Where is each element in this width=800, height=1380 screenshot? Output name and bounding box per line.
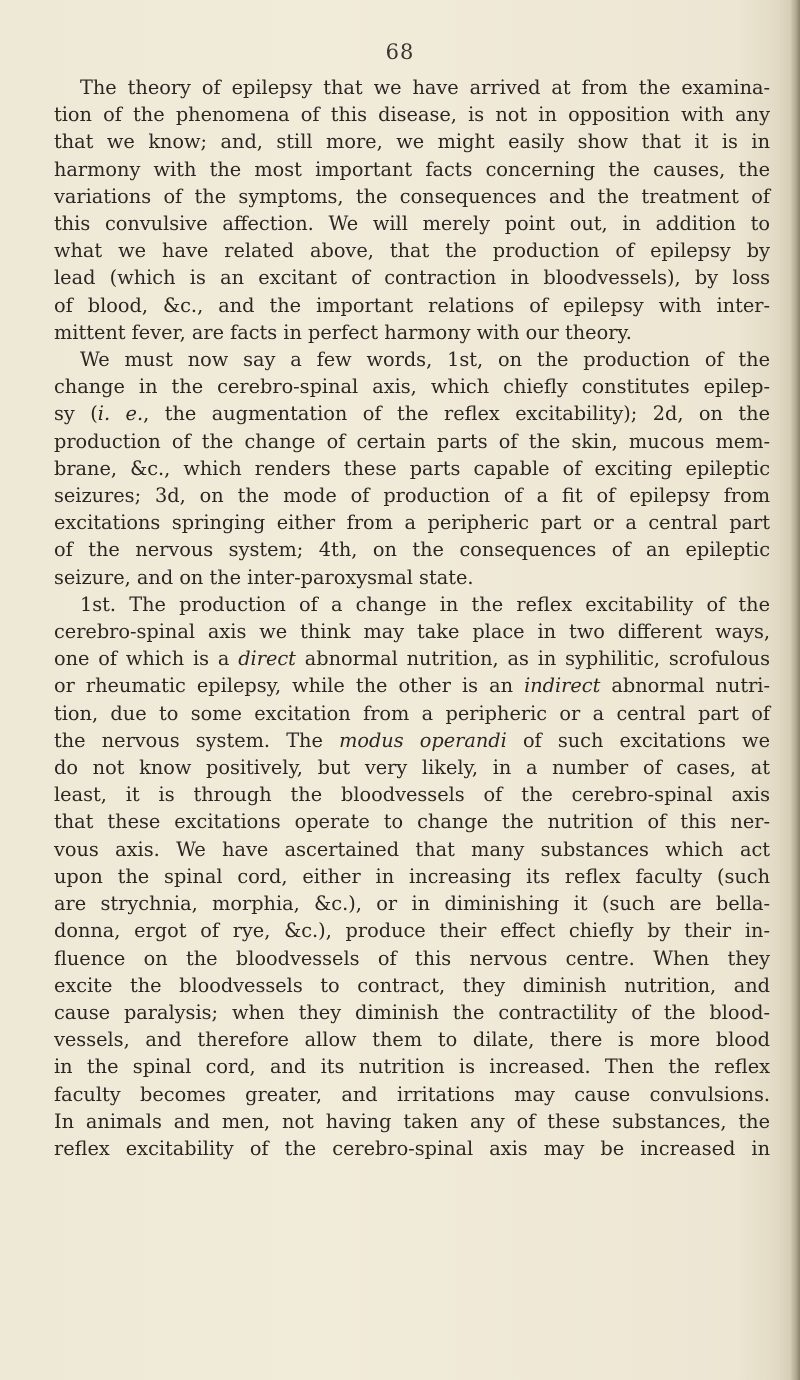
page-edge-shadow (790, 0, 800, 1380)
text-line: that we know; and, still more, we might easily show that it is in (54, 130, 770, 154)
text-line: in the spinal cord, and its nutrition is increased. Then the reflex (54, 1055, 770, 1079)
text-line: 1st. The production of a change in the reflex excitability of the (80, 592, 770, 616)
text-line: of blood, &c., and the important relations of epilepsy with inter- (54, 293, 770, 317)
text-line: upon the spinal cord, either in increasing its reflex faculty (such (54, 864, 770, 888)
text-line: mittent fever, are facts in perfect harmony with our theory. (54, 320, 632, 344)
text-line: the nervous system. The modus operandi of such excitations we (54, 728, 770, 752)
text-line: lead (which is an excitant of contraction in bloodvessels), by loss (54, 266, 770, 290)
text-line: In animals and men, not having taken any of these substances, the (54, 1109, 770, 1133)
text-line: tion of the phenomena of this disease, is not in opposition with any (54, 103, 770, 127)
text-line: excitations springing either from a peripheric part or a central part (54, 511, 770, 535)
text-line: vous axis. We have ascertained that many substances which act (54, 837, 770, 861)
text-line: excite the bloodvessels to contract, they diminish nutrition, and (54, 973, 770, 997)
text-line: what we have related above, that the production of epilepsy by (54, 239, 770, 263)
text-line: seizures; 3d, on the mode of production of a fit of epilepsy from (54, 484, 770, 508)
text-line: brane, &c., which renders these parts capable of exciting epileptic (54, 456, 770, 480)
text-line: donna, ergot of rye, &c.), produce their effect chiefly by their in- (54, 919, 770, 943)
text-line: are strychnia, morphia, &c.), or in diminishing it (such are bella- (54, 892, 770, 916)
text-line: seizure, and on the inter-paroxysmal state. (54, 565, 474, 589)
text-line: We must now say a few words, 1st, on the production of the (80, 348, 770, 372)
text-line: variations of the symptoms, the consequences and the treatment of (54, 184, 770, 208)
text-line: faculty becomes greater, and irritations may cause convulsions. (54, 1082, 770, 1106)
text-line: that these excitations operate to change the nutrition of this ner- (54, 810, 770, 834)
page-number: 68 (385, 40, 415, 64)
text-line: harmony with the most important facts concerning the causes, the (54, 157, 770, 181)
text-line: The theory of epilepsy that we have arrived at from the examina- (80, 76, 770, 99)
body-text (54, 74, 770, 1162)
text-line: reflex excitability of the cerebro-spinal axis may be increased in (54, 1136, 770, 1160)
text-line: cerebro-spinal axis we think may take place in two different ways, (54, 620, 770, 644)
text-line: or rheumatic epilepsy, while the other is an indirect abnormal nutri- (54, 674, 770, 698)
text-line: tion, due to some excitation from a peripheric or a central part of (54, 701, 770, 725)
text-line: one of which is a direct abnormal nutrition, as in syphilitic, scrofulous (54, 647, 770, 671)
text-line: cause paralysis; when they diminish the contractility of the blood- (54, 1000, 770, 1024)
text-line: of the nervous system; 4th, on the consequences of an epileptic (54, 538, 770, 562)
text-line: change in the cerebro-spinal axis, which chiefly constitutes epilep- (54, 375, 770, 399)
text-line: least, it is through the bloodvessels of the cerebro-spinal axis (54, 783, 770, 807)
text-line: fluence on the bloodvessels of this nervous centre. When they (54, 946, 770, 970)
text-line: this convulsive affection. We will merely point out, in addition to (54, 212, 770, 236)
text-line: do not know positively, but very likely, in a number of cases, at (54, 756, 770, 780)
text-line: production of the change of certain parts of the skin, mucous mem- (54, 429, 770, 453)
text-line: sy (i. e., the augmentation of the reflex excitability); 2d, on the (54, 402, 770, 426)
text-line: vessels, and therefore allow them to dilate, there is more blood (54, 1028, 770, 1052)
